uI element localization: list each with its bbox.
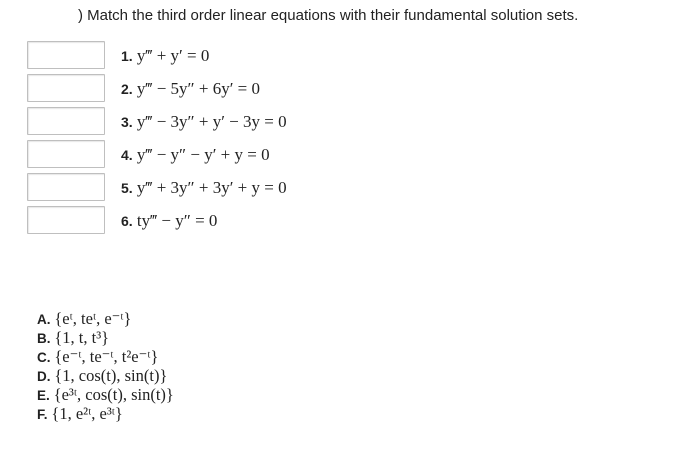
option-letter: B.	[37, 331, 51, 346]
equation-number: 2.	[121, 81, 133, 97]
option-math: {e³ᵗ, cos(t), sin(t)}	[53, 385, 174, 404]
answer-input-6[interactable]	[27, 206, 105, 234]
answer-input-1[interactable]	[27, 41, 105, 69]
option-letter: D.	[37, 369, 51, 384]
matching-rows	[27, 41, 367, 239]
equation-6	[121, 211, 217, 231]
redacted-region	[20, 8, 78, 28]
option-letter: A.	[37, 312, 51, 327]
equation-math: y‴ − y″ − y′ + y = 0	[136, 145, 270, 164]
matching-row-6	[27, 206, 367, 239]
equation-2	[121, 79, 260, 99]
option-f	[37, 404, 174, 423]
equation-math: y‴ − 5y″ + 6y′ = 0	[136, 79, 261, 98]
equation-math: ty‴ − y″ = 0	[136, 211, 218, 230]
matching-row-3	[27, 107, 367, 140]
option-math: {1, e²ᵗ, e³ᵗ}	[51, 404, 123, 423]
answer-input-2[interactable]	[27, 74, 105, 102]
equation-number: 1.	[121, 48, 133, 64]
equation-4	[121, 145, 270, 165]
equation-math: y‴ − 3y″ + y′ − 3y = 0	[136, 112, 287, 131]
option-b	[37, 328, 174, 347]
equation-3	[121, 112, 287, 132]
option-math: {eᵗ, teᵗ, e⁻ᵗ}	[54, 309, 132, 328]
solution-options	[37, 309, 174, 423]
answer-input-5[interactable]	[27, 173, 105, 201]
equation-number: 3.	[121, 114, 133, 130]
option-d	[37, 366, 174, 385]
equation-number: 5.	[121, 180, 133, 196]
matching-row-4	[27, 140, 367, 173]
equation-math: y‴ + 3y″ + 3y′ + y = 0	[136, 178, 287, 197]
answer-input-4[interactable]	[27, 140, 105, 168]
matching-row-2	[27, 74, 367, 107]
answer-input-3[interactable]	[27, 107, 105, 135]
option-letter: F.	[37, 407, 48, 422]
option-letter: E.	[37, 388, 50, 403]
matching-row-1	[27, 41, 367, 74]
matching-row-5	[27, 173, 367, 206]
equation-1	[121, 46, 209, 66]
option-letter: C.	[37, 350, 51, 365]
prompt-text: Match the third order linear equations with their fundamental solution sets.	[87, 7, 579, 24]
prompt-prefix: )	[78, 7, 83, 24]
option-math: {1, cos(t), sin(t)}	[54, 366, 168, 385]
option-e	[37, 385, 174, 404]
option-math: {e⁻ᵗ, te⁻ᵗ, t²e⁻ᵗ}	[54, 347, 159, 366]
option-a	[37, 309, 174, 328]
equation-number: 6.	[121, 213, 133, 229]
question-prompt	[78, 7, 578, 24]
option-c	[37, 347, 174, 366]
equation-math: y‴ + y′ = 0	[136, 46, 210, 65]
equation-number: 4.	[121, 147, 133, 163]
equation-5	[121, 178, 287, 198]
option-math: {1, t, t³}	[54, 328, 110, 347]
